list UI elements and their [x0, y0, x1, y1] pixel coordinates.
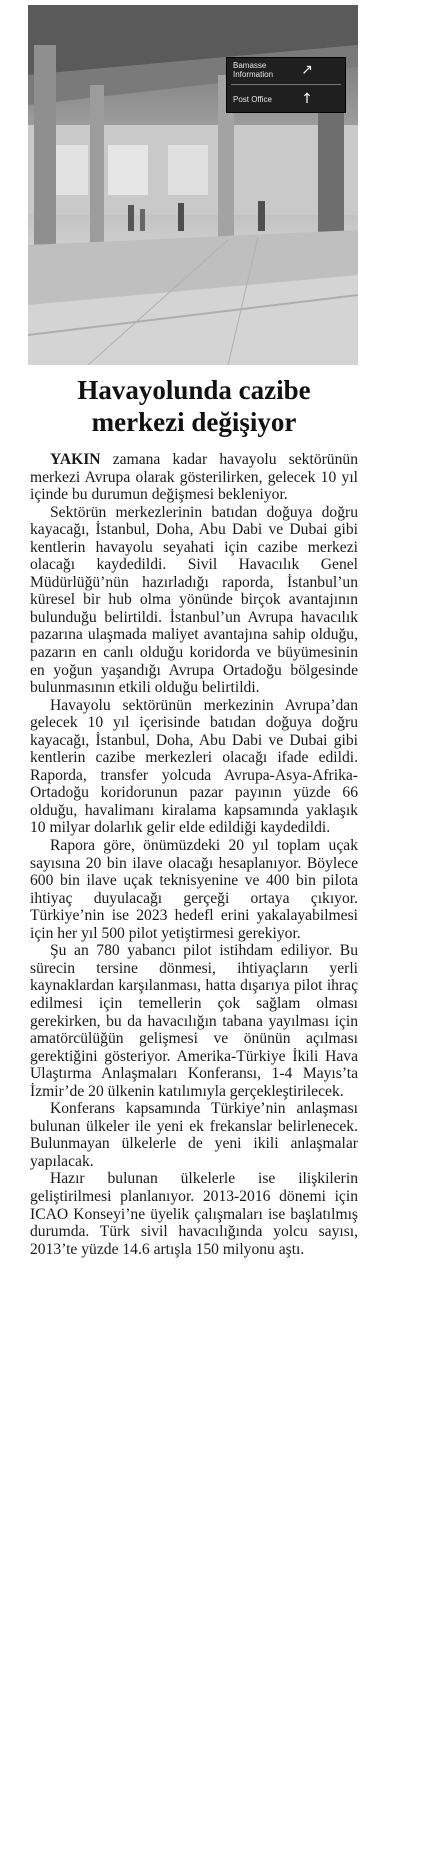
arrow-up-right-icon: ↗	[301, 62, 313, 78]
paragraph-1	[30, 451, 358, 504]
lead-word: YAKIN	[50, 451, 101, 468]
arrow-up-icon: ↑	[301, 91, 313, 107]
paragraph-7: Hazır bulunan ülkelerle ise ilişkilerin geliştirilmesi planlanıyor. 2013-2016 dönemi için ICAO Konseyi’ne üyelik çalışmaları ise başlatılmış durumda. Türk sivil havacılığında yolcu sayısı, 2013’te yüzde 14.6 artışla 150 milyonu aştı.	[30, 1170, 358, 1258]
sign-text: Bamasse Information	[233, 61, 274, 79]
paragraph-4: Rapora göre, önümüzdeki 20 yıl toplam uçak sayısına 20 bin ilave olacağı hesaplanıyor. Böylece 600 bin ilave uçak teknisyenine ve 400 bin pilota ihtiyaç duyulacağı gerçeği ortaya çıkıyor. Türkiye’nin ise 2023 hedefl erini yakalayabilmesi için her yıl 500 pilot yetiştirmesi gerekiyor.	[30, 837, 358, 942]
article-headline	[28, 374, 360, 438]
sign-row-information	[227, 58, 345, 82]
headline-line-2: merkezi değişiyor	[91, 407, 297, 437]
paragraph-5: Şu an 780 yabancı pilot istihdam ediliyor. Bu sürecin tersine dönmesi, ihtiyaçların yerli kaynaklardan karşılanması, hatta dışarıya pilot ihraç edilmesi için temellerin çok sağlam olması gerekirken, bu da havacılığın tabana yayılması için amatörcülüğün gelişmesi ve önünün açılması gerektiğini gösteriyor. Amerika-Türkiye İkili Hava Ulaştırma Anlaşmaları Konferansı, 1-4 Mayıs’ta İzmir’de 20 ülkenin katılımıyla gerçekleştirilecek.	[30, 942, 358, 1100]
paragraph-3: Havayolu sektörünün merkezinin Avrupa’dan gelecek 10 yıl içerisinde batıdan doğuya doğru kayacağı, İstanbul, Doha, Abu Dabi ve Dubai gibi kentlerin cazibe merkezleri olacağı ifade edildi. Raporda, transfer yolcuda Avrupa-Asya-Afrika-Ortadoğu koridorunun pazar payının yüzde 66 olduğu, havalimanı kiralama kapsamında yaklaşık 10 milyar dolarlık gelir elde edildiği kaydedildi.	[30, 696, 358, 837]
sign-row-post-office	[227, 87, 345, 111]
paragraph-2: Sektörün merkezlerinin batıdan doğuya doğru kayacağı, İstanbul, Doha, Abu Dabi ve Dubai gibi kentlerin havayolu seyahati için cazibe merkezi olacağı kaydedildi. Sivil Havacılık Genel Müdürlüğü’nün hazırladığı raporda, İstanbul’un küresel bir hub olma yönünde birçok avantajının bulunduğu belirtildi. İstanbul’un Avrupa havacılık pazarına ulaşmada maliyet avantajına sahip olduğu, pazarın en canlı olduğu koridorda ve büyümesinin en yoğun yaşandığı Avrupa Ortadoğu bölgesinde bulunmasının etkili olduğu belirtildi.	[30, 503, 358, 697]
airport-terminal-photo	[28, 5, 358, 365]
sign-text: Post Office	[233, 94, 272, 104]
headline-line-1: Havayolunda cazibe	[77, 375, 311, 405]
sign-divider	[231, 84, 341, 85]
paragraph-6: Konferans kapsamında Türkiye’nin anlaşması bulunan ülkeler ile yeni ek frekanslar belirlenecek. Bulunmayan ülkelerle de yeni ikili anlaşmalar yapılacak.	[30, 1100, 358, 1170]
article-body	[30, 451, 358, 1258]
paragraph-1-text: zamana kadar havayolu sektörünün merkezi Avrupa olarak gösterilirken, gelecek 10 yıl içinde bu durumun değişmesi bekleniyor.	[30, 451, 358, 504]
direction-sign	[226, 57, 346, 113]
